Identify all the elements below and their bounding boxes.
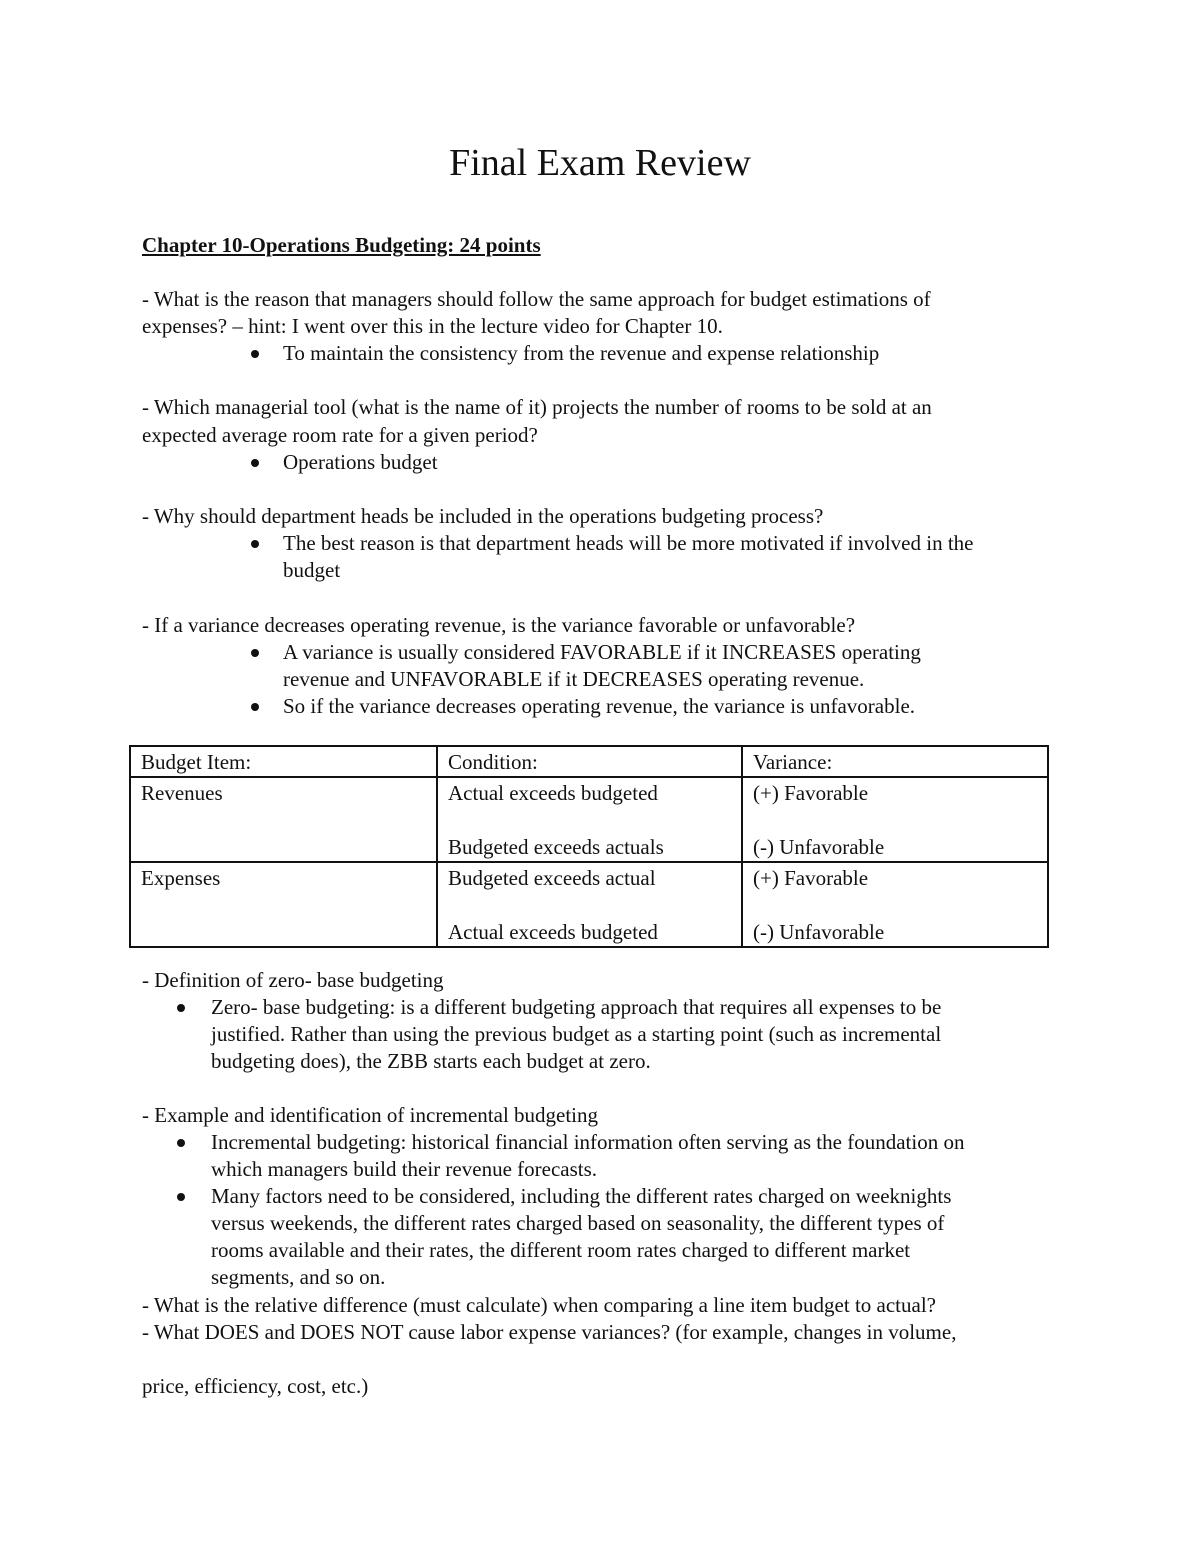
variance-line: (+) Favorable [753,866,869,890]
bullet-icon [251,649,259,657]
question-2-line-2: expected average room rate for a given period? [142,423,538,447]
answer-3-line-1: The best reason is that department heads will be more motivated if involved in the [283,531,974,555]
table-cell-item: Revenues [130,777,437,862]
answer-6a-line-2: which managers build their revenue forecasts. [211,1157,598,1181]
question-2-line-1: - Which managerial tool (what is the name of it) projects the number of rooms to be sold at an [142,395,932,419]
question-4-line-1: - If a variance decreases operating revenue, is the variance favorable or unfavorable? [142,613,856,637]
bullet-icon [177,1193,185,1201]
question-1-line-1: - What is the reason that managers should follow the same approach for budget estimations of [142,287,931,311]
bullet-icon [177,1004,185,1012]
bullet-icon [251,703,259,711]
answer-6b-line-4: segments, and so on. [211,1265,386,1289]
bullet-icon [251,350,259,358]
answer-5-line-2: justified. Rather than using the previous budget as a starting point (such as incremental [211,1022,942,1046]
bullet-icon [177,1139,185,1147]
question-1-line-2: expenses? – hint: I went over this in the lecture video for Chapter 10. [142,314,723,338]
variance-line: (-) Unfavorable [753,835,885,859]
variance-table [129,745,1049,948]
answer-5-line-3: budgeting does), the ZBB starts each budget at zero. [211,1049,651,1073]
table-header-cell: Condition: [437,746,742,777]
table-header-row [130,746,1048,777]
table-row [130,862,1048,947]
question-3-line-1: - Why should department heads be included in the operations budgeting process? [142,504,824,528]
chapter-heading: Chapter 10-Operations Budgeting: 24 points [142,233,541,257]
answer-6b-line-3: rooms available and their rates, the different room rates charged to different market [211,1238,911,1262]
condition-line: Budgeted exceeds actual [448,866,656,890]
table-header-cell: Budget Item: [130,746,437,777]
bullet-icon [251,540,259,548]
answer-4a-line-2: revenue and UNFAVORABLE if it DECREASES operating revenue. [283,667,865,691]
page-title: Final Exam Review [449,142,751,184]
answer-2: Operations budget [283,450,438,474]
condition-line: Actual exceeds budgeted [448,781,658,805]
table-cell-variance [742,862,1048,947]
table-cell-condition [437,777,742,862]
condition-line: Actual exceeds budgeted [448,920,658,944]
answer-6b-line-2: versus weekends, the different rates charged based on seasonality, the different types of [211,1211,945,1235]
table-row [130,777,1048,862]
variance-line: (+) Favorable [753,781,869,805]
question-6-line-1: - Example and identification of incremental budgeting [142,1103,599,1127]
bullet-icon [251,459,259,467]
question-7: - What is the relative difference (must calculate) when comparing a line item budget to actual? [142,1293,936,1317]
condition-line: Budgeted exceeds actuals [448,835,664,859]
variance-line: (-) Unfavorable [753,920,885,944]
answer-6b-line-1: Many factors need to be considered, including the different rates charged on weeknights [211,1184,952,1208]
table-header-cell: Variance: [742,746,1048,777]
question-8-line-2: price, efficiency, cost, etc.) [142,1374,369,1398]
answer-6a-line-1: Incremental budgeting: historical financial information often serving as the foundation on [211,1130,965,1154]
answer-4b: So if the variance decreases operating revenue, the variance is unfavorable. [283,694,916,718]
table-cell-item: Expenses [130,862,437,947]
table-cell-condition [437,862,742,947]
question-5-line-1: - Definition of zero- base budgeting [142,968,444,992]
answer-1: To maintain the consistency from the revenue and expense relationship [283,341,880,365]
answer-5-line-1: Zero- base budgeting: is a different budgeting approach that requires all expenses to be [211,995,942,1019]
table-cell-variance [742,777,1048,862]
answer-3-line-2: budget [283,558,341,582]
answer-4a-line-1: A variance is usually considered FAVORABLE if it INCREASES operating [283,640,921,664]
question-8-line-1: - What DOES and DOES NOT cause labor expense variances? (for example, changes in volume, [142,1320,957,1344]
